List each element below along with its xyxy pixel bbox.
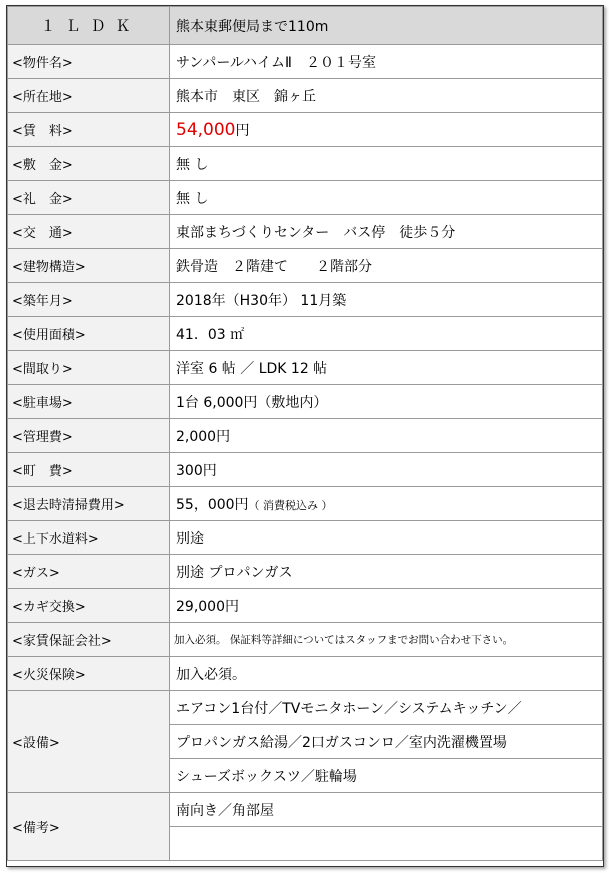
- row-value-text: 加入必須。: [176, 666, 246, 683]
- rent-price: 54,000: [176, 119, 236, 140]
- detail-rows: [8, 45, 603, 691]
- remarks-label: <備考>: [8, 793, 170, 861]
- row-label: <建物構造>: [8, 249, 170, 283]
- row-label: <退去時清掃費用>: [8, 487, 170, 521]
- row-label: <町 費>: [8, 453, 170, 487]
- row-value: [170, 351, 603, 385]
- layout-type: １ＬＤＫ: [8, 7, 170, 45]
- row-label: <管理費>: [8, 419, 170, 453]
- detail-row: [8, 351, 603, 385]
- row-value-text: 無 し: [176, 156, 209, 173]
- property-sheet: [6, 5, 604, 867]
- detail-row: [8, 215, 603, 249]
- row-value-text: 29,000円: [176, 598, 239, 615]
- row-label: <間取り>: [8, 351, 170, 385]
- row-value: [170, 623, 603, 657]
- detail-row: [8, 147, 603, 181]
- detail-row: [8, 521, 603, 555]
- row-value-text: サンパールハイムⅡ ２０１号室: [176, 54, 376, 71]
- row-label: <礼 金>: [8, 181, 170, 215]
- row-value-text: 2,000円: [176, 428, 231, 445]
- row-value: [170, 419, 603, 453]
- row-label: <所在地>: [8, 79, 170, 113]
- detail-row: [8, 249, 603, 283]
- row-value: [170, 555, 603, 589]
- remarks-line: 南向き／角部屋: [170, 793, 603, 827]
- row-value-text: 東部まちづくりセンター バス停 徒歩５分: [176, 224, 456, 241]
- row-value: [170, 45, 603, 79]
- detail-row: [8, 317, 603, 351]
- row-value-text: 熊本市 東区 錦ヶ丘: [176, 88, 316, 105]
- detail-row: [8, 283, 603, 317]
- row-label: <駐車場>: [8, 385, 170, 419]
- row-value: [170, 453, 603, 487]
- detail-row: [8, 657, 603, 691]
- detail-row: [8, 487, 603, 521]
- row-label: <使用面積>: [8, 317, 170, 351]
- detail-row: [8, 385, 603, 419]
- nearest-landmark: 熊本東郵便局まで110m: [170, 7, 603, 45]
- row-label: <火災保険>: [8, 657, 170, 691]
- row-value: [170, 113, 603, 147]
- row-value: [170, 181, 603, 215]
- detail-row: [8, 555, 603, 589]
- row-value-text: 2018年（H30年） 11月築: [176, 292, 347, 309]
- row-value-text: 300円: [176, 462, 217, 479]
- row-value: [170, 249, 603, 283]
- row-value-text: 41．03 ㎡: [176, 326, 245, 343]
- remarks-line-empty: [170, 827, 603, 861]
- row-value-text: 55，000円: [176, 496, 249, 513]
- row-label: <築年月>: [8, 283, 170, 317]
- equipment-row-1: [8, 691, 603, 725]
- row-label: <賃 料>: [8, 113, 170, 147]
- row-value: [170, 215, 603, 249]
- equipment-line: プロパンガス給湯／2口ガスコンロ／室内洗濯機置場: [170, 725, 603, 759]
- row-value-text: 洋室 6 帖 ／ LDK 12 帖: [176, 360, 328, 377]
- detail-row: [8, 181, 603, 215]
- row-label: <上下水道料>: [8, 521, 170, 555]
- row-label: <カギ交換>: [8, 589, 170, 623]
- row-value: [170, 521, 603, 555]
- detail-row: [8, 419, 603, 453]
- header-row: [8, 7, 603, 45]
- detail-row: [8, 113, 603, 147]
- row-value: [170, 589, 603, 623]
- equipment-line: シューズボックスツ／駐輪場: [170, 759, 603, 793]
- row-value: [170, 147, 603, 181]
- row-value-text: 別途: [176, 530, 204, 547]
- row-value-text: 別途 プロパンガス: [176, 564, 293, 581]
- row-label: <物件名>: [8, 45, 170, 79]
- rent-unit: 円: [235, 122, 250, 139]
- detail-row: [8, 453, 603, 487]
- row-value: [170, 487, 603, 521]
- remarks-row-1: [8, 793, 603, 827]
- tax-note: （ 消費税込み ）: [248, 498, 333, 512]
- detail-row: [8, 45, 603, 79]
- row-value: [170, 283, 603, 317]
- row-label: <家賃保証会社>: [8, 623, 170, 657]
- row-label: <敷 金>: [8, 147, 170, 181]
- detail-row: [8, 623, 603, 657]
- row-value: [170, 317, 603, 351]
- equipment-label: <設備>: [8, 691, 170, 793]
- equipment-line: エアコン1台付／TVモニタホーン／システムキッチン／: [170, 691, 603, 725]
- row-value-text: 1台 6,000円（敷地内）: [176, 394, 328, 411]
- row-value-text: 無 し: [176, 190, 209, 207]
- row-value: [170, 79, 603, 113]
- detail-row: [8, 589, 603, 623]
- row-value-text: 加入必須。 保証料等詳細についてはスタッフまでお問い合わせ下さい。: [174, 634, 514, 646]
- row-label: <交 通>: [8, 215, 170, 249]
- row-label: <ガス>: [8, 555, 170, 589]
- row-value-text: 鉄骨造 ２階建て ２階部分: [176, 258, 372, 275]
- detail-row: [8, 79, 603, 113]
- row-value: [170, 657, 603, 691]
- row-value: [170, 385, 603, 419]
- property-table: [7, 6, 603, 861]
